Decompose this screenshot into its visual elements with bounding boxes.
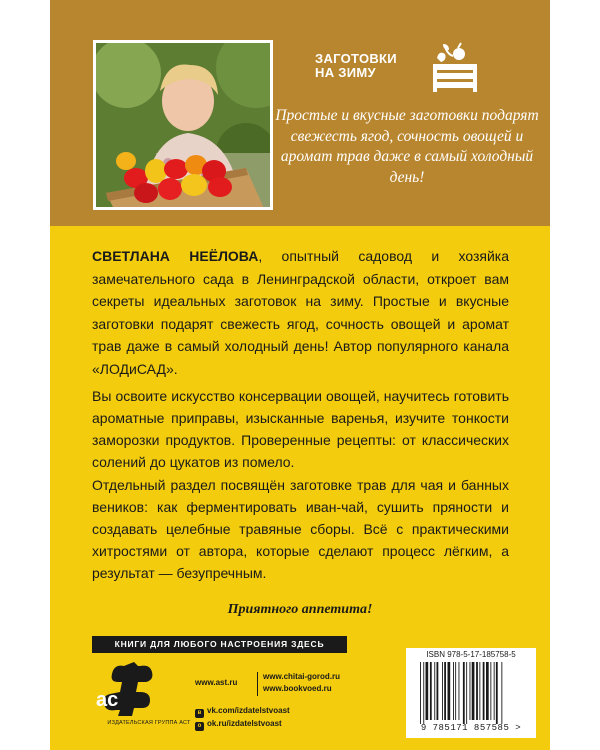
publisher-caption: ИЗДАТЕЛЬСКАЯ ГРУППА АСТ	[107, 720, 191, 726]
barcode-bar	[483, 662, 485, 720]
closing-line: Приятного аппетита!	[227, 602, 373, 617]
barcode-bar	[490, 662, 491, 720]
top-band	[50, 0, 550, 226]
series-title-line1: ЗАГОТОВКИ	[315, 51, 397, 66]
ok-link-text: ok.ru/izdatelstvoast	[207, 719, 282, 728]
description-paragraph-1: Вы освоите искусство консервации овощей, научитесь готовить ароматные приправы, изысканные варенья, изучите тонкости заморозки продуктов. Проверенные рецепты: от классических солений до цукатов из помело.	[92, 388, 509, 470]
ok-link[interactable]	[195, 719, 282, 731]
chitai-gorod-link[interactable]: www.chitai-gorod.ru	[263, 672, 341, 681]
links-divider	[257, 672, 258, 696]
barcode-bar	[430, 662, 432, 720]
author-photo-illustration	[96, 43, 273, 210]
isbn-label: ISBN 978-5-17-185758-5	[426, 650, 516, 659]
series-title-line2: НА ЗИМУ	[315, 65, 376, 80]
barcode-bar	[420, 662, 421, 724]
vk-link-text: vk.com/izdatelstvoast	[207, 706, 290, 715]
barcode-bar	[479, 662, 480, 720]
series-title	[315, 52, 425, 80]
barcode-bar	[476, 662, 478, 720]
barcode-bar	[423, 662, 424, 724]
barcode-bar	[486, 662, 489, 720]
author-photo	[93, 40, 273, 210]
isbn-barcode	[406, 648, 536, 738]
barcode-bar	[444, 662, 446, 720]
barcode-bar	[470, 662, 471, 720]
author-name: СВЕТЛАНА НЕЁЛОВА	[92, 248, 259, 264]
vk-icon: в	[195, 709, 204, 718]
barcode-bar	[448, 662, 451, 720]
ok-icon: о	[195, 722, 204, 731]
vk-link[interactable]	[195, 706, 290, 718]
publisher-site-link[interactable]: www.ast.ru	[195, 678, 238, 687]
barcode-bar	[472, 662, 475, 720]
series-badge	[315, 40, 515, 95]
cover-blurb: Простые и вкусные заготовки подарят свежесть ягод, сочность овощей и аромат трав даже в самый холодный день!	[275, 107, 539, 186]
barcode-bar	[501, 662, 502, 724]
barcode-bar	[459, 662, 460, 720]
barcode-bar	[455, 662, 456, 720]
author-bio	[92, 245, 509, 380]
barcode-bar	[463, 662, 465, 724]
barcode-bar	[437, 662, 439, 720]
barcode-bar	[434, 662, 435, 720]
barcode-bar	[496, 662, 498, 724]
book-back-cover	[50, 0, 550, 750]
vegetable-crate-icon	[425, 40, 481, 96]
barcode-bar	[494, 662, 495, 720]
ast-logo-icon	[94, 660, 174, 718]
publisher-logo	[94, 660, 194, 735]
barcode-bar	[442, 662, 443, 720]
barcode-bar	[453, 662, 454, 720]
bookvoed-link[interactable]: www.bookvoed.ru	[263, 684, 332, 693]
barcode-bar	[466, 662, 467, 724]
author-bio-text: , опытный садовод и хозяйка замечательного сада в Ленинградской области, откроет вам секреты идеальных заготовок на зиму. Простые и вкусные заготовки подарят свежесть ягод, сочность овощей и аромат трав даже в самый холодный день! Автор популярного канала «ЛОДиСАД».	[92, 248, 510, 377]
barcode-bar	[426, 662, 429, 720]
svg-text:ас: ас	[96, 689, 119, 711]
isbn-digits: 9 785171 857585 >	[420, 723, 522, 733]
publisher-tagline: КНИГИ ДЛЯ ЛЮБОГО НАСТРОЕНИЯ ЗДЕСЬ	[92, 636, 347, 653]
description-paragraph-2: Отдельный раздел посвящён заготовке трав для чая и банных веников: как ферментировать иван-чай, сушить пряности и создавать целебные травяные сборы. Всё с практическими хитростями от автора, которые сделают процесс лёгким, а результат — безупречным.	[92, 477, 509, 581]
